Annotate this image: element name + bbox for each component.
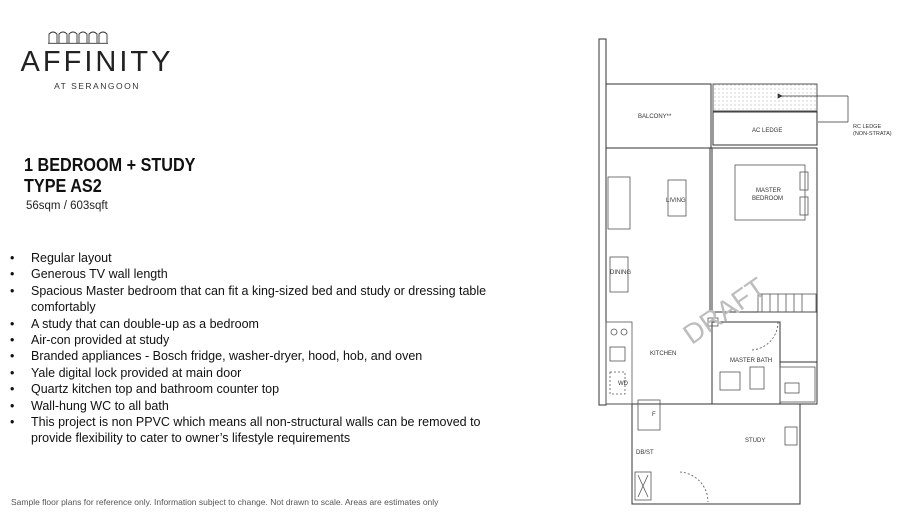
feature-list	[8, 250, 498, 447]
feature-item: • Regular layout	[8, 250, 498, 266]
wd-label: WD	[618, 381, 628, 387]
ac-ledge-label: AC LEDGE	[752, 128, 783, 134]
study-desk	[785, 427, 797, 445]
kitchen-label: KITCHEN	[650, 351, 677, 357]
draft-watermark: DRAFT	[677, 271, 772, 351]
balcony-label: BALCONY**	[638, 114, 672, 120]
db-st-label: DB/ST	[636, 450, 654, 456]
feature-item: • Generous TV wall length	[8, 266, 498, 282]
unit-size: 56sqm / 603sqft	[26, 200, 108, 212]
outer-wall-west	[599, 39, 606, 405]
sofa	[608, 177, 630, 229]
feature-item: • Yale digital lock provided at main door	[8, 365, 498, 381]
feature-item: • Spacious Master bedroom that can fit a king-sized bed and study or dressing table comfortably	[8, 283, 498, 316]
fridge-label: F	[652, 412, 656, 418]
master-bedroom-label: MASTER	[756, 188, 782, 194]
feature-item: • A study that can double-up as a bedroom	[8, 316, 498, 332]
floor-plan	[590, 32, 895, 512]
study-label: STUDY	[745, 438, 766, 444]
dining-label: DINING	[610, 270, 631, 276]
feature-item: • Wall-hung WC to all bath	[8, 398, 498, 414]
disclaimer: Sample floor plans for reference only. Information subject to change. Not drawn to scale. Areas are estimates only	[11, 497, 439, 507]
feature-item: • Branded appliances - Bosch fridge, washer-dryer, hood, hob, and oven	[8, 348, 498, 364]
toilet	[750, 367, 764, 389]
brand-subtitle: AT SERANGOON	[54, 81, 140, 91]
rc-ledge-note: (NON-STRATA)	[853, 131, 892, 137]
kitchen-counter	[606, 322, 632, 404]
master-bedroom-label-2: BEDROOM	[752, 196, 784, 202]
feature-item: • Air-con provided at study	[8, 332, 498, 348]
rc-ledge-label: RC LEDGE	[853, 124, 882, 130]
building-logo-icon	[48, 30, 118, 44]
master-bath-label: MASTER BATH	[730, 358, 773, 364]
feature-item: • This project is non PPVC which means all non-structural walls can be removed to provide flexibility to cater to owner’s lifestyle requirements	[8, 414, 498, 447]
living-label: LIVING	[666, 198, 686, 204]
unit-type: TYPE AS2	[24, 176, 102, 196]
rc-ledge-area	[713, 84, 817, 111]
unit-title: 1 BEDROOM + STUDY	[24, 155, 196, 175]
vanity	[720, 372, 740, 390]
feature-item: • Quartz kitchen top and bathroom counter top	[8, 381, 498, 397]
brand-name: AFFINITY	[20, 46, 174, 78]
